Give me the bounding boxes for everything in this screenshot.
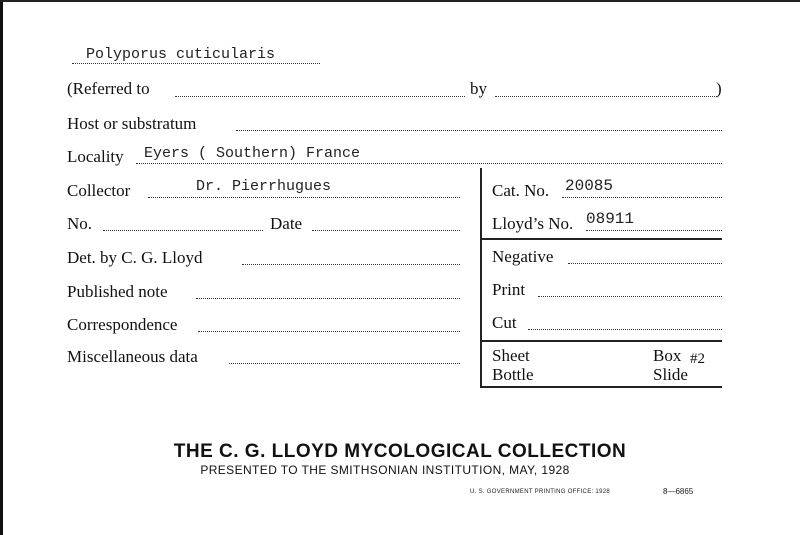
card-top-edge bbox=[0, 0, 800, 2]
box-label: Box bbox=[653, 346, 682, 365]
slide-label: Slide bbox=[653, 365, 688, 384]
date-label: Date bbox=[270, 214, 303, 233]
locality-value: Eyers ( Southern) France bbox=[144, 145, 361, 162]
printer-imprint: U. S. GOVERNMENT PRINTING OFFICE: 1928 bbox=[470, 489, 610, 495]
print-label: Print bbox=[492, 280, 526, 299]
misc-data-label: Miscellaneous data bbox=[67, 347, 198, 366]
referred-to-label: (Referred to bbox=[67, 79, 150, 98]
lloyds-no-line bbox=[586, 230, 722, 231]
date-line bbox=[312, 230, 460, 231]
referred-to-line bbox=[175, 96, 465, 97]
cat-no-label: Cat. No. bbox=[492, 181, 550, 200]
lloyds-no-value: 08911 bbox=[586, 210, 635, 228]
collector-line bbox=[148, 197, 460, 198]
cat-no-value: 20085 bbox=[565, 177, 614, 195]
det-by-line bbox=[242, 264, 460, 265]
det-by-label: Det. by C. G. Lloyd bbox=[67, 248, 203, 267]
side-panel-divider-top bbox=[480, 238, 722, 240]
form-number: 8—6865 bbox=[663, 487, 694, 496]
published-note-line bbox=[196, 298, 460, 299]
side-panel-bottom-border bbox=[480, 386, 722, 388]
correspondence-label: Correspondence bbox=[67, 315, 178, 334]
correspondence-line bbox=[198, 331, 460, 332]
locality-line bbox=[136, 163, 722, 164]
negative-label: Negative bbox=[492, 247, 554, 266]
referred-close-paren: ) bbox=[716, 79, 722, 98]
no-label: No. bbox=[67, 214, 93, 233]
side-panel-left-border bbox=[480, 168, 482, 387]
print-line bbox=[538, 296, 722, 297]
host-line bbox=[236, 130, 722, 131]
lloyds-no-label: Lloyd’s No. bbox=[492, 214, 574, 233]
host-label: Host or substratum bbox=[67, 114, 197, 133]
species-line bbox=[72, 63, 320, 64]
box-number-value: #2 bbox=[690, 351, 705, 367]
by-line bbox=[495, 96, 717, 97]
cat-no-line bbox=[562, 197, 722, 198]
cut-line bbox=[528, 329, 722, 330]
misc-data-line bbox=[229, 363, 460, 364]
sheet-label: Sheet bbox=[492, 346, 530, 365]
collector-value: Dr. Pierrhugues bbox=[196, 178, 332, 195]
cut-label: Cut bbox=[492, 313, 517, 332]
locality-label: Locality bbox=[67, 147, 124, 166]
published-note-label: Published note bbox=[67, 282, 168, 301]
collection-subtitle: PRESENTED TO THE SMITHSONIAN INSTITUTION, MAY, 1928 bbox=[200, 463, 570, 477]
by-label: by bbox=[470, 79, 487, 98]
side-panel-divider-bottom bbox=[480, 340, 722, 342]
species-name: Polyporus cuticularis bbox=[86, 46, 276, 63]
no-line bbox=[103, 230, 263, 231]
negative-line bbox=[568, 263, 722, 264]
collector-label: Collector bbox=[67, 181, 131, 200]
collection-title: THE C. G. LLOYD MYCOLOGICAL COLLECTION bbox=[173, 441, 627, 462]
bottle-label: Bottle bbox=[492, 365, 534, 384]
